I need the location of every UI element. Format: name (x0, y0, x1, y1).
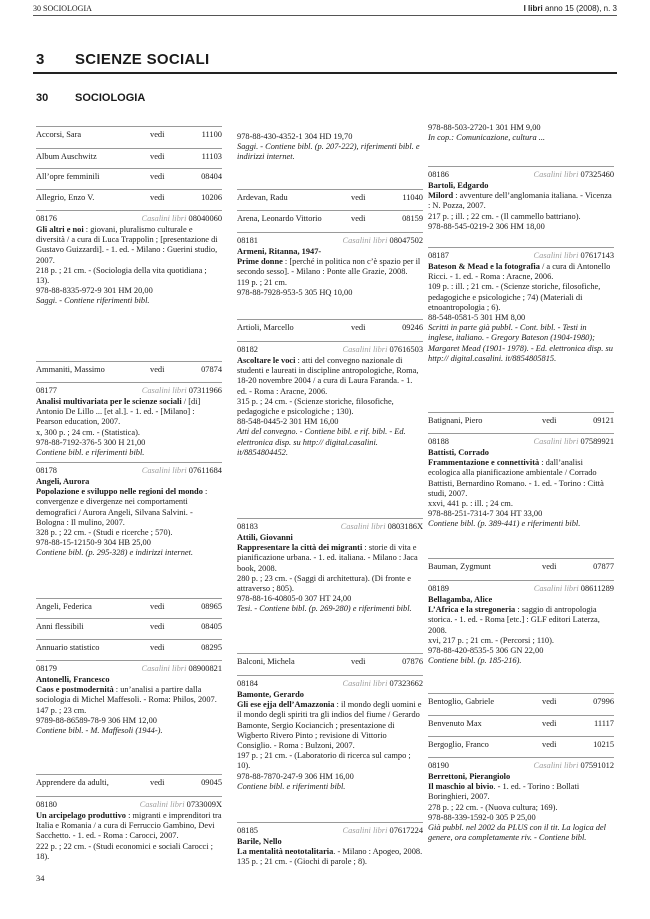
entry-note: Contiene bibl. (p. 295-328) e indirizzi internet. (36, 548, 194, 558)
header-rule (33, 15, 617, 16)
ref-code: 08159 (402, 214, 423, 223)
entry-isbn: 978-88-8335-972-9 301 HM 20,00 (36, 286, 153, 296)
ref-vedi: vedi (542, 719, 557, 728)
publisher-label: Casalini libri (342, 826, 388, 835)
entry-note: Contiene bibl. e riferimenti bibl. (237, 781, 346, 791)
entry-title: Prime donne (237, 257, 283, 267)
entry-number: 08185 (237, 826, 258, 835)
entry-number: 08177 (36, 386, 57, 395)
cross-reference (428, 740, 614, 751)
ref-vedi: vedi (351, 657, 366, 666)
entry-publisher-id (534, 584, 614, 594)
entry-note: Atti del convegno. - Contiene bibl. e rif. bibl. - Ed. elettronica disp. su http:// digital.casalini. it/8854804452. (237, 427, 406, 457)
publisher-code: 07591012 (580, 761, 614, 770)
entry-isbn: 978-88-545-0219-2 306 HM 18,00 (428, 221, 545, 231)
entry-title: Milord (428, 191, 454, 201)
ref-vedi: vedi (542, 697, 557, 706)
entry-desc: : migranti e imprenditori tra Italia e Romania / a cura di Ferruccio Gambino, Devi Sacchetto. - 1. ed. - Roma : Carocci, 2007. (36, 811, 222, 841)
ref-name: Accorsi, Sara (36, 130, 82, 139)
entry-number: 08186 (428, 170, 449, 179)
ref-name: Bergoglio, Franco (428, 740, 489, 749)
catalog-entry (428, 437, 614, 530)
entry-description (237, 257, 423, 277)
ref-name: Allegrio, Enzo V. (36, 193, 95, 202)
ref-code: 08965 (201, 602, 222, 611)
entry-note: In cop.: Comunicazione, cultura ... (428, 133, 546, 143)
ref-code: 07877 (593, 562, 614, 571)
entry-publisher-id (533, 170, 614, 180)
catalog-entry (428, 761, 614, 843)
entry-note: Saggi. - Contiene riferimenti bibl. (36, 296, 150, 306)
ref-name: Album Auschwitz (36, 152, 97, 161)
publisher-code: 07616503 (389, 345, 423, 354)
catalog-entry (237, 679, 423, 792)
subsection-number: 30 (36, 92, 49, 104)
entry-physical: 222 p. ; 22 cm. - (Studi economici e sociali Carocci ; 18). (36, 841, 213, 861)
entry-note: Contiene bibl. (p. 185-216). (428, 656, 522, 666)
entry-note: Tesi. - Contiene bibl. (p. 269-280) e riferimenti bibl. (237, 604, 412, 614)
ref-code: 09121 (593, 416, 614, 425)
entry-isbn: 978-88-7870-247-9 306 HM 16,00 (237, 771, 354, 781)
entry-description (237, 356, 423, 397)
entry-physical: x, 300 p. ; 24 cm. - (Statistica). (36, 427, 140, 437)
publisher-code: 07325460 (580, 170, 614, 179)
cross-reference (36, 152, 222, 163)
entry-note: Saggi. - Contiene bibl. (p. 207-222), riferimenti bibl. e indirizzi internet. (237, 142, 420, 162)
journal-issue: anno 15 (2008), n. 3 (542, 4, 617, 13)
entry-desc: . - Milano : Apogeo, 2008. (333, 847, 423, 857)
publisher-code: 0803186X (387, 522, 423, 531)
cross-reference (36, 643, 222, 654)
ref-name: Balconi, Michela (237, 657, 295, 666)
entry-title: Gli altri e noi (36, 225, 84, 234)
publisher-code: 07323662 (389, 679, 423, 688)
ref-vedi: vedi (351, 323, 366, 332)
ref-name: Batignani, Piero (428, 416, 483, 425)
cross-reference (428, 562, 614, 573)
ref-name: Bentoglio, Gabriele (428, 697, 495, 706)
entry-physical: 315 p. ; 24 cm. - (Scienze storiche, filosofiche, pedagogiche e psicologiche ; 130). (237, 396, 394, 417)
entry-note: Contiene bibl. - M. Maffesoli (1944-). (36, 726, 163, 736)
ref-vedi: vedi (150, 622, 165, 631)
entry-author: Bamonte, Gerardo (237, 690, 304, 699)
entry-isbn: 9789-88-86589-78-9 306 HM 12,00 (36, 715, 157, 725)
ref-name: Apprendere da adulti, (36, 778, 109, 787)
entry-desc: : convergenze e divergenze nei comportamenti demografici / Aurora Angeli, Silvana Salvini. - Bologna : Il mulino, 2007. (36, 487, 208, 527)
entry-desc: : [perché in politica non c’è spazio per il secondo sesso]. - Milano : Ponte alle Grazie, 2008. (237, 257, 421, 277)
entry-publisher-id (142, 466, 222, 476)
entry-physical: 280 p. ; 23 cm. - (Saggi di architettura). (Di fronte e attraverso ; 805). (237, 573, 411, 594)
entry-number: 08181 (237, 236, 258, 245)
entry-number: 08178 (36, 466, 57, 475)
entry-number: 08187 (428, 251, 449, 260)
entry-publisher-id (140, 800, 222, 810)
publisher-code: 07311966 (188, 386, 222, 395)
catalog-entry (237, 236, 423, 298)
entry-isbn: 88-548-0445-2 301 HM 16,00 (237, 417, 339, 427)
publisher-label: Casalini libri (340, 522, 386, 531)
ref-vedi: vedi (150, 172, 165, 181)
entry-isbn: 978-88-251-7314-7 304 HT 33,00 (428, 509, 543, 519)
entry-physical: 109 p. : ill. ; 21 cm. - (Scienze storiche, filosofiche, pedagogiche e psicologiche ; 74) (Materiali di etnoantropologia ; 6). (428, 282, 601, 312)
ref-code: 07996 (593, 697, 614, 706)
catalog-entry (36, 386, 222, 458)
entry-number: 08176 (36, 214, 57, 223)
entry-physical: xvi, 217 p. ; 21 cm. - (Percorsi ; 110). (428, 635, 554, 645)
entry-publisher-id (342, 679, 423, 689)
entry-title: Gli ese ejja dell’Amazzonia (237, 700, 335, 710)
catalog-entry-continued (237, 132, 423, 163)
cross-reference (36, 193, 222, 204)
cross-reference (36, 602, 222, 613)
cross-reference (36, 172, 222, 183)
entry-description (36, 397, 222, 428)
entry-isbn: 978-88-420-8535-5 306 GN 22,00 (428, 646, 544, 656)
entry-number: 08190 (428, 761, 449, 770)
entry-desc: : atti del convegno nazionale di studenti e laureati in discipline antropologiche, Roma, 18-20 novembre 2004 / a cura di Laura Faranda. - 1. ed. - Roma : Aracne, 2006. (237, 356, 419, 396)
entry-desc: / [di] Antonio De Lillo ... [et al.]. - 1. ed. - [Milano] : Pearson education, 2007. (36, 397, 201, 427)
publisher-code: 07617224 (389, 826, 423, 835)
entry-physical: 197 p. ; 21 cm. - (Laboratorio di ricerca sul campo ; 10). (237, 751, 411, 771)
cross-reference (237, 657, 423, 668)
entry-desc: : dall’analisi ecologica alla pianificazione ambientale / Corrado Battisti, Bernardino Romano. - 1. ed. - Torino : Città studi, 2007. (428, 458, 604, 498)
entry-physical: 218 p. ; 21 cm. - (Sociologia della vita quotidiana ; 13). (36, 265, 207, 286)
publisher-code: 08611289 (580, 584, 614, 593)
ref-vedi: vedi (150, 643, 165, 652)
page-number: 34 (36, 874, 45, 883)
entry-desc: : saggio di antropologia storica. - 1. ed. - Roma [etc.] : GLF editori Laterza, 2008. (428, 605, 600, 635)
publisher-label: Casalini libri (141, 214, 187, 223)
entry-author: Battisti, Corrado (428, 448, 489, 457)
entry-description (428, 605, 614, 636)
entry-publisher-id (342, 345, 423, 355)
entry-physical: xxvi, 441 p. : ill. ; 24 cm. (428, 499, 513, 509)
section-number: 3 (36, 51, 45, 68)
cross-reference (428, 416, 614, 427)
publisher-code: 08047502 (389, 236, 423, 245)
ref-code: 07876 (402, 657, 423, 666)
publisher-code: 0733009X (186, 800, 222, 809)
ref-name: Angeli, Federica (36, 602, 92, 611)
publisher-label: Casalini libri (141, 664, 187, 673)
ref-name: Anni flessibili (36, 622, 84, 631)
entry-number: 08189 (428, 584, 449, 593)
ref-name: Arena, Leonardo Vittorio (237, 214, 322, 223)
ref-name: Ardevan, Radu (237, 193, 288, 202)
entry-publisher-id (342, 236, 423, 246)
entry-number: 08180 (36, 800, 57, 809)
entry-author: Angeli, Aurora (36, 477, 90, 486)
ref-vedi: vedi (150, 152, 165, 161)
catalog-entry (237, 522, 423, 615)
publisher-code: 08900821 (188, 664, 222, 673)
ref-code: 11103 (201, 152, 222, 161)
publisher-label: Casalini libri (533, 584, 579, 593)
entry-desc: : un’analisi a partire dalla sociologia di Michel Maffesoli. - Roma: Philos, 2007. (36, 685, 217, 705)
entry-description (428, 458, 614, 499)
entry-physical: 119 p. ; 21 cm. (237, 277, 287, 287)
ref-code: 09246 (402, 323, 423, 332)
entry-title: Caos e postmodernità (36, 685, 114, 695)
entry-description (428, 262, 614, 282)
section-title: SCIENZE SOCIALI (75, 51, 210, 68)
entry-publisher-id (342, 826, 423, 836)
ref-vedi: vedi (150, 193, 165, 202)
entry-isbn: 978-88-15-12150-9 304 HB 25,00 (36, 538, 151, 548)
subsection-title: SOCIOLOGIA (75, 92, 146, 104)
cross-reference (237, 193, 423, 204)
running-header-left: 30 SOCIOLOGIA (33, 4, 92, 13)
catalog-entry (36, 214, 222, 307)
entry-desc: . - 1. ed. - Torino : Bollati Boringhieri, 2007. (428, 782, 580, 802)
entry-desc: : storie di vita e pianificazione urbana. - 1. ed. italiana. - Milano : Jaca book, 2008. (237, 543, 418, 573)
cross-reference (36, 778, 222, 789)
entry-publisher-id (141, 664, 222, 674)
entry-isbn: 88-548-0581-5 301 HM 8,00 (428, 313, 526, 323)
catalog-entry (428, 170, 614, 232)
entry-isbn: 978-88-503-2720-1 301 HM 9,00 (428, 123, 541, 132)
ref-code: 09045 (201, 778, 222, 787)
catalog-entry (36, 800, 222, 862)
ref-vedi: vedi (542, 416, 557, 425)
publisher-label: Casalini libri (342, 679, 388, 688)
entry-physical: 328 p. ; 22 cm. - (Studi e ricerche ; 570). (36, 528, 173, 538)
entry-isbn: 978-88-430-4352-1 304 HD 19,70 (237, 132, 353, 141)
entry-physical: 147 p. ; 23 cm. (36, 705, 87, 715)
entry-description (237, 700, 423, 751)
entry-author: Barile, Nello (237, 837, 282, 846)
ref-vedi: vedi (351, 214, 366, 223)
publisher-label: Casalini libri (342, 345, 388, 354)
cross-reference (36, 365, 222, 376)
entry-publisher-id (341, 522, 423, 532)
ref-code: 10215 (593, 740, 614, 749)
entry-author: Antonelli, Francesco (36, 675, 110, 684)
ref-code: 10206 (201, 193, 222, 202)
publisher-label: Casalini libri (533, 251, 579, 260)
entry-author: Armeni, Ritanna, 1947- (237, 247, 322, 256)
entry-publisher-id (533, 251, 614, 261)
ref-name: All’opre femminili (36, 172, 100, 181)
entry-note: Contiene bibl. e riferimenti bibl. (36, 448, 145, 458)
catalog-entry (237, 345, 423, 458)
entry-number: 08179 (36, 664, 57, 673)
ref-code: 11117 (593, 719, 614, 728)
ref-name: Ammaniti, Massimo (36, 365, 105, 374)
ref-vedi: vedi (150, 130, 165, 139)
cross-reference (428, 697, 614, 708)
entry-desc: : avventure dell’anglomania italiana. - Vicenza : N. Pozza, 2007. (428, 191, 612, 211)
ref-vedi: vedi (542, 562, 557, 571)
entry-description (237, 543, 423, 574)
entry-physical: 135 p. ; 21 cm. - (Giochi di parole ; 8). (237, 857, 368, 867)
ref-vedi: vedi (150, 602, 165, 611)
entry-number: 08182 (237, 345, 258, 354)
entry-title: Popolazione e sviluppo nelle regioni del mondo (36, 487, 203, 497)
entry-number: 08184 (237, 679, 258, 688)
entry-title: L’Africa e la stregoneria (428, 605, 516, 615)
ref-code: 07874 (201, 365, 222, 374)
publisher-label: Casalini libri (139, 800, 185, 809)
entry-note: Contiene bibl. (p. 389-441) e riferimenti bibl. (428, 519, 581, 529)
entry-title: Analisi multivariata per le scienze sociali (36, 397, 182, 406)
entry-desc: : il mondo degli uomini e il mondo degli spiriti tra gli indios del fiume / Gerardo Bamonte, Sergio Kociancich ; presentazione di Wigberto Rivero Pinto ; revisione di Vittorio Consiglio. - Roma : Bulzoni, 2007. (237, 700, 422, 751)
ref-vedi: vedi (150, 365, 165, 374)
publisher-code: 07611684 (188, 466, 222, 475)
running-header-right (524, 4, 617, 13)
cross-reference (237, 214, 423, 225)
entry-description (428, 191, 614, 211)
entry-title: Ascoltare le voci (237, 356, 296, 365)
entry-publisher-id (533, 761, 614, 771)
entry-title: Bateson & Mead e la fotografia (428, 262, 540, 271)
ref-vedi: vedi (542, 740, 557, 749)
catalog-entry (36, 664, 222, 736)
entry-author: Bellagamba, Alice (428, 595, 493, 604)
publisher-label: Casalini libri (533, 437, 579, 446)
publisher-label: Casalini libri (141, 386, 187, 395)
entry-isbn: 978-88-7928-953-5 305 HQ 10,00 (237, 287, 353, 297)
catalog-entry-continued (428, 123, 614, 143)
entry-title: Un arcipelago produttivo (36, 811, 126, 820)
entry-isbn: 978-88-339-1592-0 305 P 25,00 (428, 812, 536, 822)
publisher-label: Casalini libri (533, 170, 579, 179)
entry-desc: / a cura di Antonello Ricci. - 1. ed. - Roma : Aracne, 2006. (428, 262, 611, 282)
entry-publisher-id (141, 214, 222, 224)
catalog-entry (237, 826, 423, 868)
publisher-code: 07589921 (580, 437, 614, 446)
entry-description (36, 685, 222, 705)
entry-title: La mentalità neototalitaria (237, 847, 334, 857)
ref-vedi: vedi (351, 193, 366, 202)
entry-publisher-id (533, 437, 614, 447)
ref-name: Benvenuto Max (428, 719, 482, 728)
publisher-label: Casalini libri (342, 236, 388, 245)
catalog-entry (428, 584, 614, 666)
entry-author: Bartoli, Edgardo (428, 181, 489, 190)
section-rule (33, 72, 617, 74)
ref-name: Artioli, Marcello (237, 323, 294, 332)
entry-description (237, 847, 423, 857)
publisher-label: Casalini libri (533, 761, 579, 770)
ref-code: 11040 (402, 193, 423, 202)
entry-description (36, 487, 222, 528)
entry-note: Scritti in parte già pubbl. - Cont. bibl. - Testi in inglese, italiano. - Gregory Bateson (1904-1980); Margaret Mead (1901- 1978). - Ed. elettronica disp. su http:// digital.casalini. it/8854805815. (428, 323, 613, 363)
entry-description (36, 811, 222, 842)
journal-name: I libri (523, 4, 543, 13)
publisher-label: Casalini libri (141, 466, 187, 475)
entry-note: Già pubbl. nel 2002 da PLUS con il tit. La logica del genere, ora completamente riv. - Contiene bibl. (428, 823, 606, 843)
entry-author: Attili, Giovanni (237, 533, 293, 542)
cross-reference (237, 323, 423, 334)
ref-vedi: vedi (150, 778, 165, 787)
entry-description (428, 782, 614, 802)
entry-isbn: 978-88-7192-376-5 300 H 21,00 (36, 437, 146, 447)
entry-title: Frammentazione e connettività (428, 458, 540, 468)
entry-publisher-id (142, 386, 222, 396)
ref-code: 08404 (201, 172, 222, 181)
entry-author: Berrettoni, Pierangiolo (428, 772, 511, 781)
cross-reference (36, 622, 222, 633)
entry-isbn: 978-88-16-40805-0 307 HT 24,00 (237, 594, 352, 604)
entry-number: 08188 (428, 437, 449, 446)
ref-code: 08405 (201, 622, 222, 631)
entry-title: Il maschio al bivio (428, 782, 494, 792)
entry-physical: 217 p. ; ill. ; 22 cm. - (Il cammello battriano). (428, 211, 581, 221)
cross-reference (428, 719, 614, 730)
ref-name: Bauman, Zygmunt (428, 562, 491, 571)
catalog-entry (36, 466, 222, 559)
entry-title: Rappresentare la città dei migranti (237, 543, 363, 553)
catalog-entry (428, 251, 614, 364)
ref-code: 11100 (201, 130, 222, 139)
ref-code: 08295 (201, 643, 222, 652)
cross-reference (36, 130, 222, 141)
publisher-code: 07617143 (580, 251, 614, 260)
entry-desc: : giovani, pluralismo culturale e diversità / a cura di Luca Trappolin ; [presentazione di Gustavo Guizzardi]. - 1. ed. - Milano : Guerini studio, 2007. (36, 225, 218, 265)
ref-name: Annuario statistico (36, 643, 100, 652)
entry-number: 08183 (237, 522, 258, 531)
entry-description (36, 225, 222, 266)
entry-physical: 278 p. ; 22 cm. - (Nuova cultura; 169). (428, 802, 558, 812)
publisher-code: 08040060 (188, 214, 222, 223)
